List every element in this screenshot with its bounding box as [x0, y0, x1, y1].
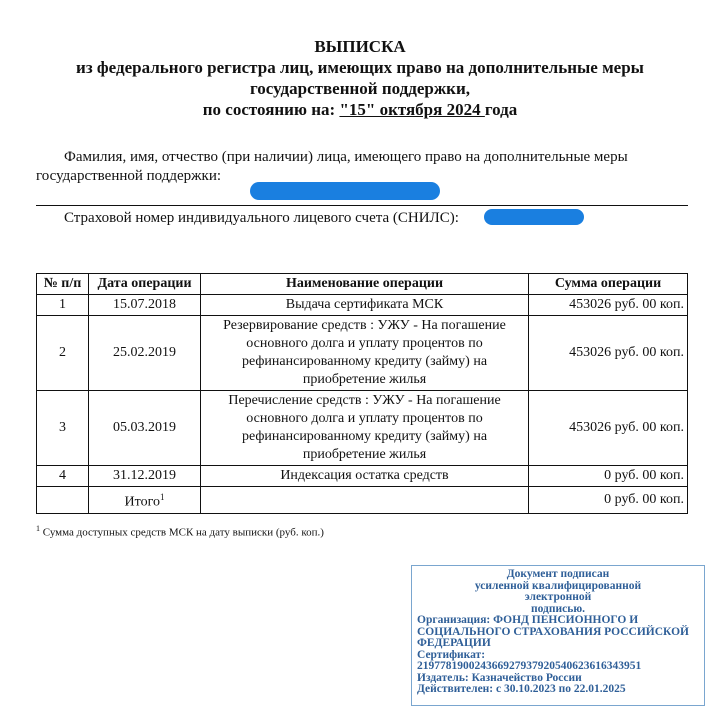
electronic-signature-stamp: [411, 565, 705, 706]
row-number: 1: [37, 295, 89, 316]
table-row: [37, 391, 688, 466]
row-date: 05.03.2019: [89, 391, 201, 466]
footnote: [36, 524, 324, 539]
snils-label: Страховой номер индивидуального лицевого счета (СНИЛС):: [64, 210, 459, 226]
stamp-organization: Организация: ФОНД ПЕНСИОННОГО И СОЦИАЛЬНОГО СТРАХОВАНИЯ РОССИЙСКОЙ ФЕДЕРАЦИИ: [417, 614, 689, 649]
total-text: Итого: [124, 494, 160, 510]
row-sum: 453026 руб. 00 коп.: [529, 391, 688, 466]
operations-table: [36, 273, 688, 514]
row-sum: 0 руб. 00 коп.: [529, 466, 688, 487]
total-row: [37, 487, 688, 514]
date-suffix: года: [484, 100, 518, 119]
row-sum: 453026 руб. 00 коп.: [529, 316, 688, 391]
title-date-line: [0, 99, 720, 120]
footnote-mark: 1: [159, 492, 165, 502]
row-sum: 453026 руб. 00 коп.: [529, 295, 688, 316]
stamp-line: электронной: [524, 591, 592, 603]
document-title: [0, 36, 720, 120]
row-operation: Выдача сертификата МСК: [201, 295, 529, 316]
stamp-cert-label: Сертификат:: [417, 648, 486, 661]
footnote-mark: 1: [36, 524, 40, 533]
title-line: ВЫПИСКА: [314, 37, 406, 56]
stamp-validity: Действителен: с 30.10.2023 по 22.01.2025: [417, 683, 626, 695]
header-cell: № п/п: [37, 274, 89, 295]
row-operation: Индексация остатка средств: [201, 466, 529, 487]
redacted-snils: [484, 209, 584, 225]
stamp-line: Документ подписан: [506, 568, 610, 580]
footnote-text: Сумма доступных средств МСК на дату выписки (руб. коп.): [40, 526, 324, 539]
row-number: 4: [37, 466, 89, 487]
table-row: [37, 316, 688, 391]
row-operation: Перечисление средств : УЖУ - На погашение основного долга и уплату процентов по рефинансированному кредиту (займу) на приобретение жилья: [201, 391, 529, 466]
row-number: 3: [37, 391, 89, 466]
total-label: [89, 487, 201, 514]
date-prefix: по состоянию на:: [202, 100, 340, 119]
person-label: Фамилия, имя, отчество (при наличии) лица, имеющего право на дополнительные меры государственной поддержки:: [36, 149, 628, 184]
stamp-line: усиленной квалифицированной: [474, 579, 642, 592]
header-cell: Наименование операции: [201, 274, 529, 295]
table-row: [37, 466, 688, 487]
total-sum: 0 руб. 00 коп.: [529, 487, 688, 514]
statement-date: "15" октября 2024: [339, 100, 485, 119]
row-date: 25.02.2019: [89, 316, 201, 391]
redacted-name: [250, 182, 440, 200]
stamp-line: подписью.: [531, 602, 585, 615]
empty-cell: [37, 487, 89, 514]
row-date: 15.07.2018: [89, 295, 201, 316]
row-number: 2: [37, 316, 89, 391]
stamp-issuer: Издатель: Казначейство России: [417, 671, 582, 684]
stamp-cert-number: 219778190024366927937920540623616343951: [417, 660, 642, 672]
header-cell: Дата операции: [89, 274, 201, 295]
empty-cell: [201, 487, 529, 514]
header-cell: Сумма операции: [529, 274, 688, 295]
table-header: [37, 274, 688, 295]
row-date: 31.12.2019: [89, 466, 201, 487]
name-underline: [36, 205, 688, 206]
row-operation: Резервирование средств : УЖУ - На погашение основного долга и уплату процентов по рефинансированному кредиту (займу) на приобретение жилья: [201, 316, 529, 391]
title-line: из федерального регистра лиц, имеющих право на дополнительные меры: [76, 58, 644, 77]
table-row: [37, 295, 688, 316]
title-line: государственной поддержки,: [249, 79, 471, 98]
